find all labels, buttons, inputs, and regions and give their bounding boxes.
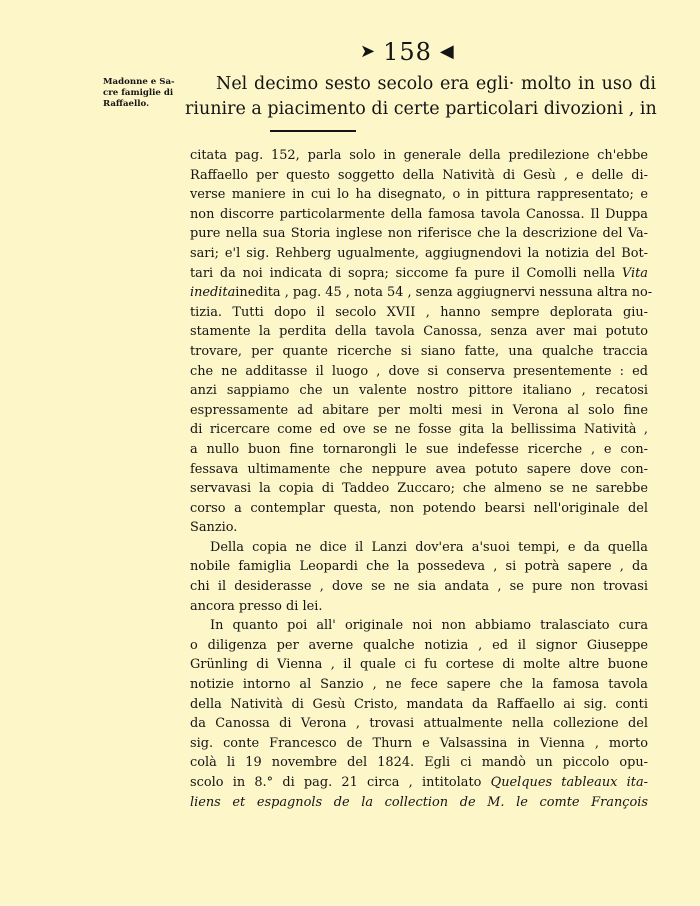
footnote-line: pure nella sua Storia inglese non riferisce che la descrizione del Va- (190, 226, 648, 242)
footnote-line: In quanto poi all' originale noi non abbiamo tralasciato cura (210, 618, 648, 634)
footnote-line-text: inedita , pag. 45 , nota 54 , senza aggiugnervi nessuna altra no- (235, 285, 653, 301)
footnote-line: ancora presso di lei. (190, 598, 323, 614)
footnote-line (190, 793, 648, 813)
margin-note-line: cre famiglie di (103, 88, 174, 98)
footnote-line: Raffaello per questo soggetto della Natività di Gesù , e delle di- (190, 167, 648, 183)
left-ornament-icon: ➤ (360, 41, 376, 62)
separator-rule (270, 130, 356, 132)
footnote-line: chi il desiderasse , dove se ne sia andata , se pure non trovasi (190, 579, 648, 595)
page-number: 158 (383, 38, 432, 66)
margin-note-line: Madonne e Sa- (103, 77, 175, 87)
margin-note-line: Raffaello. (103, 99, 150, 109)
footnote-line: sig. conte Francesco de Thurn e Valsassina in Vienna , morto (190, 735, 648, 751)
margin-note (103, 77, 195, 110)
footnote-line: tizia. Tutti dopo il secolo XVII , hanno sempre deplorata giu- (190, 304, 648, 320)
footnote-line: citata pag. 152, parla solo in generale della predilezione ch'ebbe (190, 148, 648, 163)
footnote-line: corso a contemplar questa, non potendo bearsi nell'originale del (190, 500, 648, 516)
main-text-line: riunire a piacimento di certe particolari divozioni , in (185, 99, 657, 119)
footnote-line: della Natività di Gesù Cristo, mandata da Raffaello ai sig. conti (190, 696, 648, 712)
footnote-line: trovare, per quante ricerche si siano fatte, una qualche traccia (190, 343, 648, 359)
page-header (360, 38, 454, 66)
footnote-line: nobile famiglia Leopardi che la possedeva , si potrà sapere , da (190, 559, 648, 575)
main-text (185, 72, 657, 122)
italic-title: liens et espagnols de la collection de M. le comte François (190, 794, 648, 810)
footnote (190, 146, 653, 812)
italic-title: Vita (621, 265, 648, 281)
footnote-line: non discorre particolarmente della famosa tavola Canossa. Il Duppa (190, 206, 648, 222)
footnote-line-text: scolo in 8.° di pag. 21 circa , intitolato (190, 775, 482, 790)
footnote-line-text: tari da noi indicata di sopra; siccome fa pure il Comolli nella (190, 265, 616, 281)
footnote-line (190, 283, 653, 303)
footnote-line: Della copia ne dice il Lanzi dov'era a'suoi tempi, e da quella (210, 539, 648, 555)
footnote-line: a nullo buon fine tornarongli le sue indefesse ricerche , e con- (190, 441, 648, 457)
footnote-line: servavasi la copia di Taddeo Zuccaro; che almeno se ne sarebbe (190, 481, 648, 497)
footnote-line: sari; e'l sig. Rehberg ugualmente, aggiugnendovi la notizia del Bot- (190, 245, 648, 261)
footnote-line (190, 264, 648, 284)
footnote-line: verse maniere in cui lo ha disegnato, o in pittura rappresentato; e (190, 187, 648, 203)
main-text-line: Nel decimo sesto secolo era egli· molto in uso di (216, 74, 656, 94)
footnote-line: da Canossa di Verona , trovasi attualmente nella collezione del (190, 716, 648, 732)
italic-title: Quelques tableaux ita- (490, 775, 648, 790)
footnote-line: o diligenza per averne qualche notizia , ed il signor Giuseppe (190, 637, 648, 653)
right-ornament-icon: ◀ (439, 41, 454, 62)
footnote-line: espressamente ad abitare per molti mesi in Verona al solo fine (190, 402, 648, 418)
footnote-line: stamente la perdita della tavola Canossa, senza aver mai potuto (190, 324, 648, 340)
footnote-line: di ricercare come ed ove se ne fosse gita la bellissima Natività , (190, 422, 648, 438)
footnote-line: Sanzio. (190, 520, 238, 536)
footnote-line: notizie intorno al Sanzio , ne fece sapere che la famosa tavola (190, 677, 648, 693)
footnote-line: che ne additasse il luogo , dove si conserva presentemente : ed (190, 363, 648, 379)
footnote-line: fessava ultimamente che neppure avea potuto sapere dove con- (190, 461, 648, 477)
footnote-line: Grünling di Vienna , il quale ci fu cortese di molte altre buone (190, 657, 648, 673)
footnote-line: anzi sappiamo che un valente nostro pittore italiano , recatosi (190, 383, 648, 399)
footnote-line (190, 773, 648, 793)
footnote-line: colà li 19 novembre del 1824. Egli ci mandò un piccolo opu- (190, 755, 648, 771)
italic-title: inedita (190, 285, 236, 301)
